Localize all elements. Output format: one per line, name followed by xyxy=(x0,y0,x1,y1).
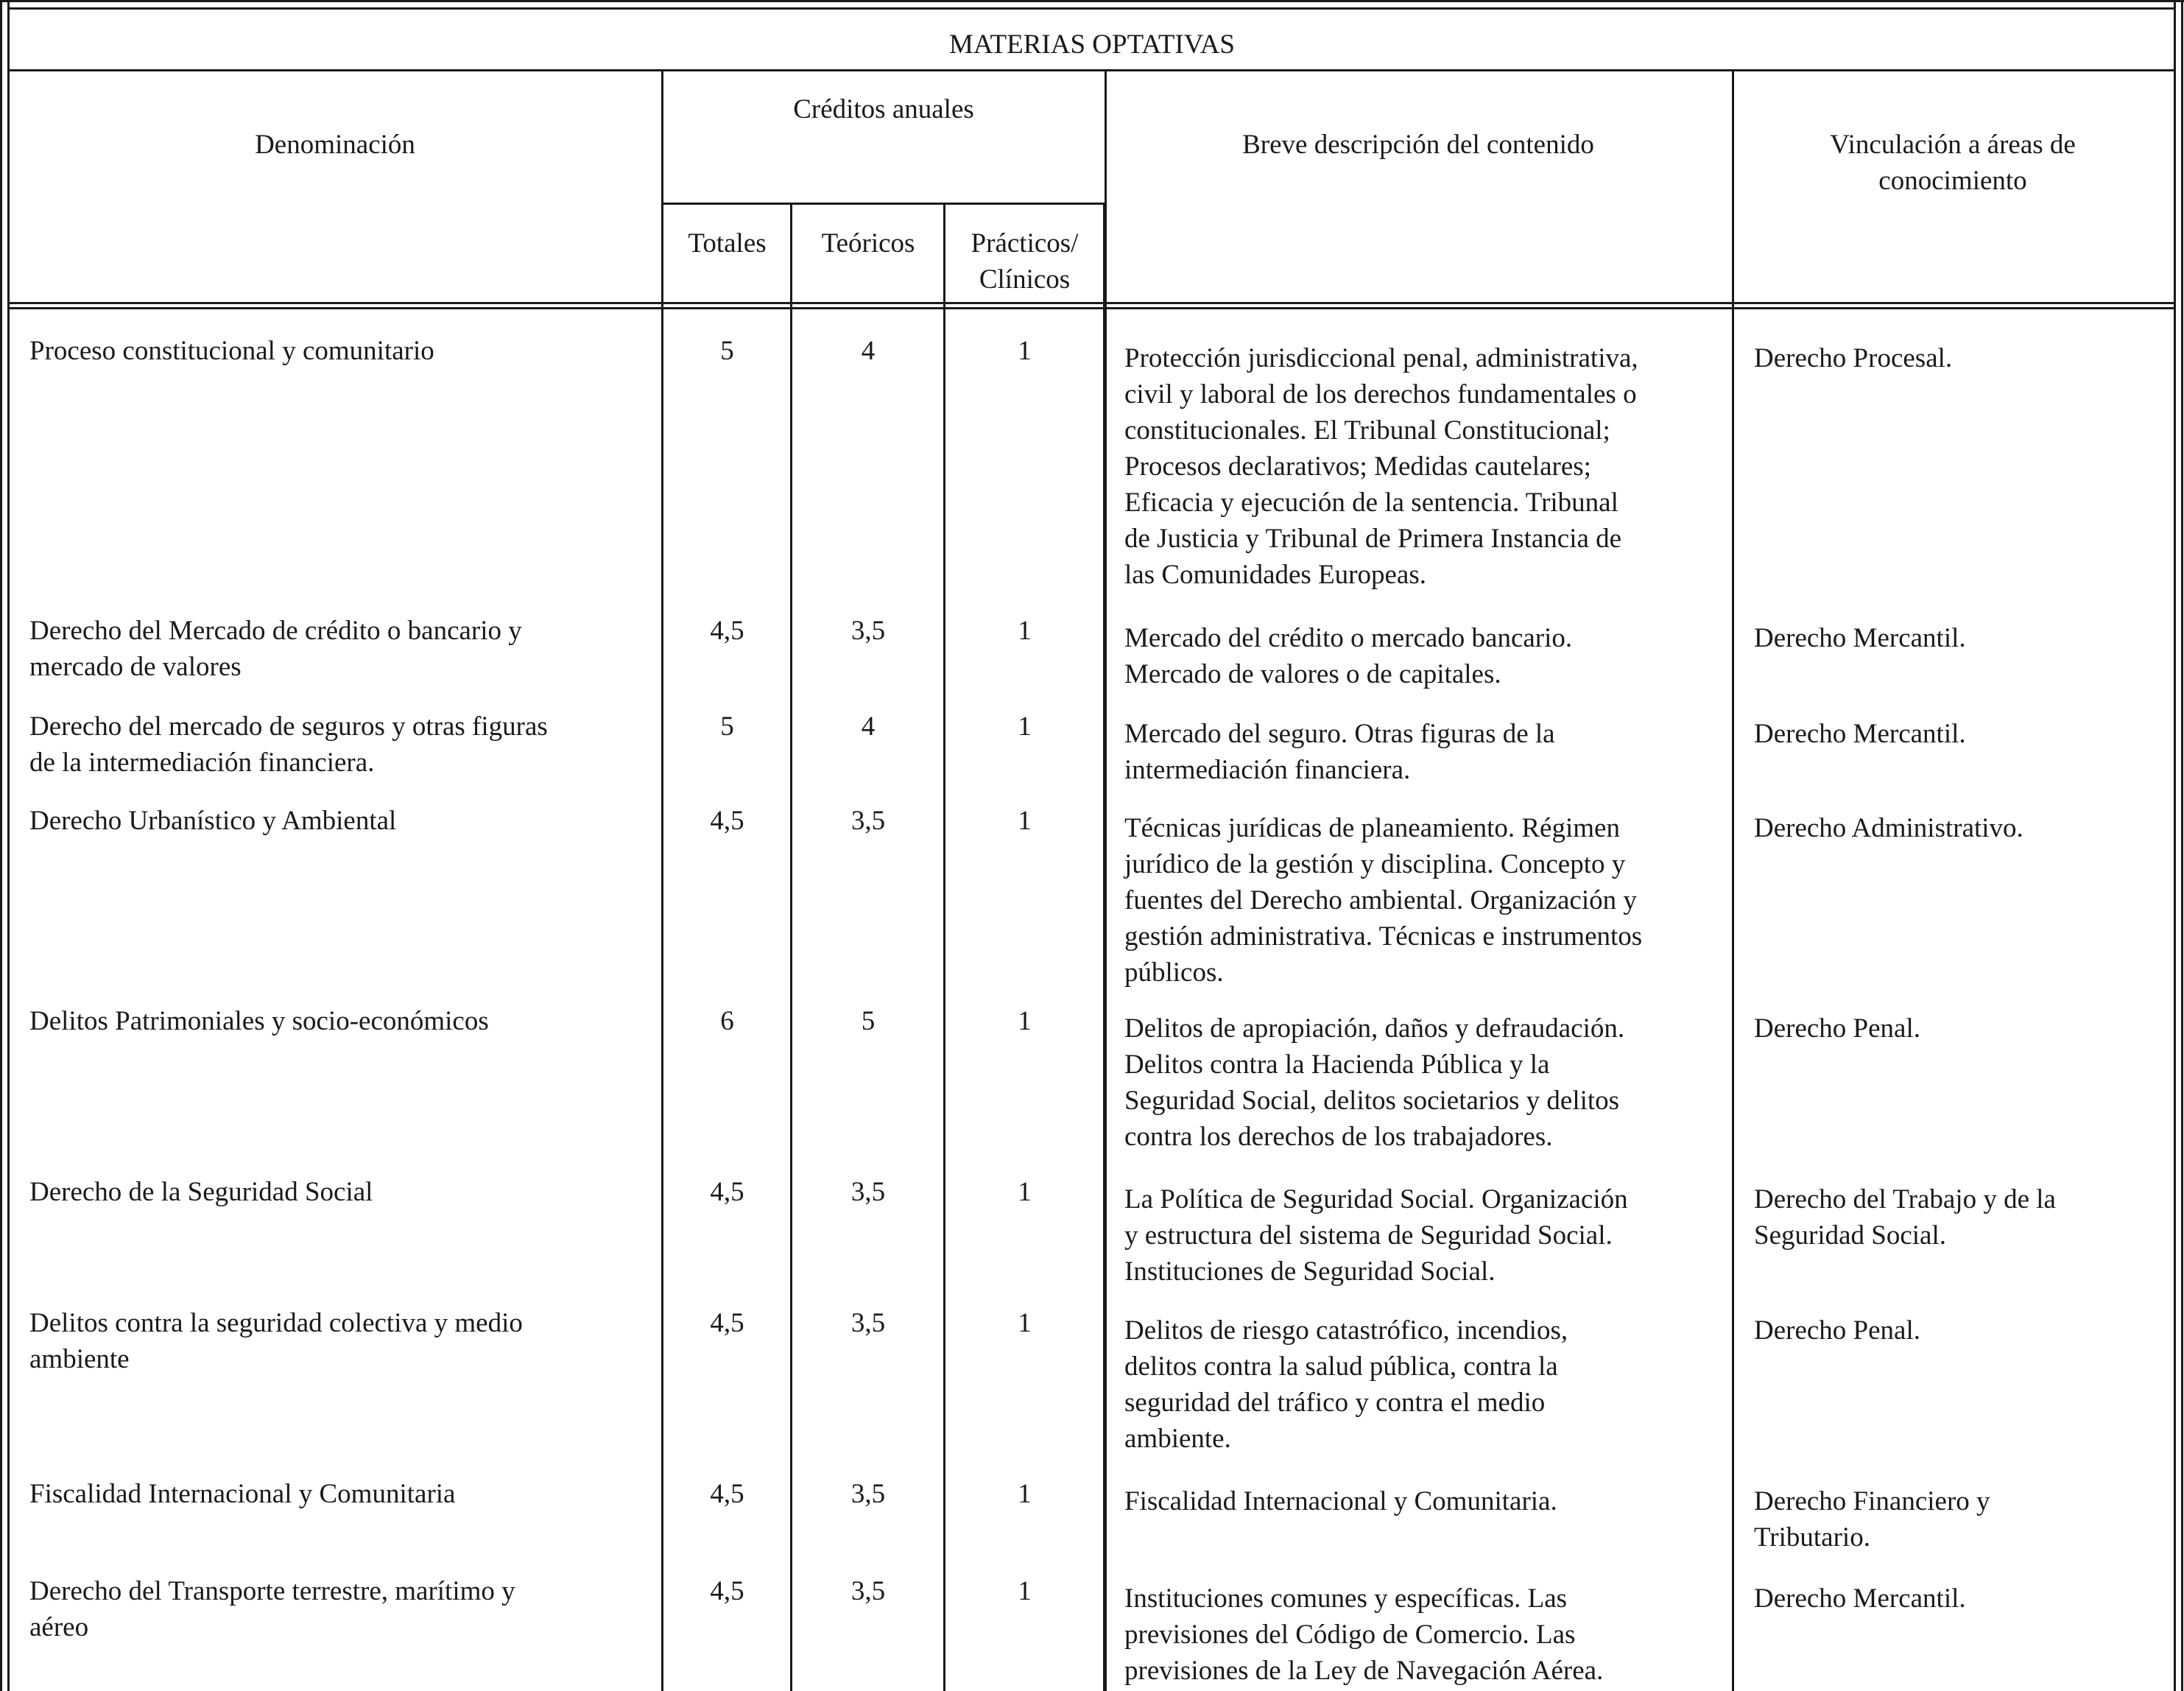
frame-top-inner xyxy=(7,7,2176,10)
frame-top-outer xyxy=(0,0,2184,2)
row-descripcion: las Comunidades Europeas. xyxy=(1124,560,1426,590)
row-descripcion: Instituciones comunes y específicas. Las xyxy=(1124,1583,1568,1614)
row-vinculacion: Derecho Financiero y xyxy=(1754,1486,1990,1516)
row-vinculacion: Derecho del Trabajo y de la xyxy=(1754,1184,2056,1214)
frame-left-outer xyxy=(0,0,2,1691)
title-divider xyxy=(7,69,2176,71)
row-teoricos: 3,5 xyxy=(850,616,886,646)
row-denominacion: mercado de valores xyxy=(29,652,242,682)
row-totales: 5 xyxy=(720,711,734,742)
header-totales: Totales xyxy=(688,228,767,259)
row-descripcion: Protección jurisdiccional penal, administrativa, xyxy=(1124,343,1638,373)
row-vinculacion: Derecho Mercantil. xyxy=(1754,719,1966,749)
row-totales: 4,5 xyxy=(710,616,744,646)
row-denominacion: Proceso constitucional y comunitario xyxy=(29,336,434,366)
row-teoricos: 3,5 xyxy=(850,1177,886,1207)
row-descripcion: delitos contra la salud pública, contra la xyxy=(1124,1351,1558,1382)
row-totales: 4,5 xyxy=(710,1308,744,1338)
row-denominacion: Derecho del Mercado de crédito o bancario y xyxy=(29,616,522,646)
row-vinculacion: Derecho Administrativo. xyxy=(1754,813,2023,843)
row-descripcion: Mercado de valores o de capitales. xyxy=(1124,659,1501,689)
row-descripcion: ambiente. xyxy=(1124,1424,1231,1454)
row-descripcion: Delitos de apropiación, daños y defraudación. xyxy=(1124,1013,1625,1044)
row-denominacion: ambiente xyxy=(29,1344,130,1374)
row-teoricos: 4 xyxy=(861,711,876,742)
row-totales: 6 xyxy=(720,1006,734,1036)
row-descripcion: intermediación financiera. xyxy=(1124,755,1411,785)
row-descripcion: Seguridad Social, delitos societarios y delitos xyxy=(1124,1086,1620,1116)
header-descripcion: Breve descripción del contenido xyxy=(1242,130,1594,160)
header-divider-1 xyxy=(7,302,2176,304)
row-teoricos: 5 xyxy=(861,1006,876,1036)
row-totales: 4,5 xyxy=(710,806,744,836)
row-teoricos: 3,5 xyxy=(850,1576,886,1606)
row-descripcion: Procesos declarativos; Medidas cautelares; xyxy=(1124,451,1591,482)
row-teoricos: 3,5 xyxy=(850,1479,886,1509)
row-vinculacion: Derecho Procesal. xyxy=(1754,343,1953,373)
row-descripcion: jurídico de la gestión y disciplina. Concepto y xyxy=(1124,849,1626,879)
row-practicos: 1 xyxy=(1018,1479,1032,1509)
row-vinculacion: Derecho Mercantil. xyxy=(1754,1583,1966,1614)
row-descripcion: y estructura del sistema de Seguridad Social. xyxy=(1124,1220,1613,1251)
header-divider-2 xyxy=(7,307,2176,309)
header-teoricos: Teóricos xyxy=(821,228,915,259)
row-denominacion: aéreo xyxy=(29,1612,89,1642)
row-practicos: 1 xyxy=(1018,616,1032,646)
row-practicos: 1 xyxy=(1018,336,1032,366)
row-descripcion: civil y laboral de los derechos fundamentales o xyxy=(1124,379,1637,409)
row-vinculacion: Derecho Mercantil. xyxy=(1754,623,1966,653)
row-descripcion: fuentes del Derecho ambiental. Organización y xyxy=(1124,885,1637,915)
frame-right-outer xyxy=(2181,0,2183,1691)
row-descripcion: Delitos de riesgo catastrófico, incendios, xyxy=(1124,1315,1568,1346)
row-teoricos: 3,5 xyxy=(850,806,886,836)
row-descripcion: Delitos contra la Hacienda Pública y la xyxy=(1124,1050,1550,1080)
row-descripcion: públicos. xyxy=(1124,957,1224,988)
row-descripcion: seguridad del tráfico y contra el medio xyxy=(1124,1388,1546,1418)
row-denominacion: Derecho Urbanístico y Ambiental xyxy=(29,806,397,836)
row-vinculacion: Seguridad Social. xyxy=(1754,1220,1947,1251)
row-denominacion: Derecho de la Seguridad Social xyxy=(29,1177,373,1207)
header-practicos-2: Clínicos xyxy=(979,264,1071,295)
header-practicos-1: Prácticos/ xyxy=(971,228,1079,259)
column-divider-3 xyxy=(943,203,945,1691)
row-descripcion: previsiones del Código de Comercio. Las xyxy=(1124,1620,1576,1650)
header-denominacion: Denominación xyxy=(255,130,415,160)
row-totales: 4,5 xyxy=(710,1177,744,1207)
row-descripcion: contra los derechos de los trabajadores. xyxy=(1124,1122,1553,1152)
row-vinculacion: Derecho Penal. xyxy=(1754,1315,1921,1346)
row-practicos: 1 xyxy=(1018,806,1032,836)
row-descripcion: Mercado del crédito o mercado bancario. xyxy=(1124,623,1573,653)
row-totales: 4,5 xyxy=(710,1479,744,1509)
row-totales: 4,5 xyxy=(710,1576,744,1606)
row-descripcion: de Justicia y Tribunal de Primera Instancia de xyxy=(1124,524,1622,554)
row-teoricos: 4 xyxy=(861,336,876,366)
row-descripcion: Eficacia y ejecución de la sentencia. Tribunal xyxy=(1124,488,1618,518)
row-descripcion: Fiscalidad Internacional y Comunitaria. xyxy=(1124,1486,1557,1516)
row-practicos: 1 xyxy=(1018,1177,1032,1207)
column-divider-2 xyxy=(790,203,792,1691)
row-totales: 5 xyxy=(720,336,734,366)
row-descripcion: La Política de Seguridad Social. Organización xyxy=(1124,1184,1628,1214)
column-divider-4 xyxy=(1103,203,1105,1691)
row-vinculacion: Tributario. xyxy=(1754,1522,1870,1553)
row-descripcion: gestión administrativa. Técnicas e instrumentos xyxy=(1124,921,1643,952)
row-denominacion: de la intermediación financiera. xyxy=(29,748,375,778)
row-descripcion: previsiones de la Ley de Navegación Aérea. xyxy=(1124,1656,1604,1686)
row-vinculacion: Derecho Penal. xyxy=(1754,1013,1921,1044)
column-divider-6 xyxy=(1732,69,1734,1691)
table-title: MATERIAS OPTATIVAS xyxy=(949,29,1235,60)
creditos-divider xyxy=(663,203,1105,205)
header-creditos-anuales: Créditos anuales xyxy=(793,94,974,124)
row-practicos: 1 xyxy=(1018,711,1032,742)
header-vinculacion-2: conocimiento xyxy=(1878,166,2027,196)
row-denominacion: Delitos contra la seguridad colectiva y medio xyxy=(29,1308,523,1338)
row-practicos: 1 xyxy=(1018,1006,1032,1036)
row-denominacion: Delitos Patrimoniales y socio-económicos xyxy=(29,1006,489,1036)
row-denominacion: Derecho del Transporte terrestre, marítimo y xyxy=(29,1576,515,1606)
row-descripcion: Técnicas jurídicas de planeamiento. Régimen xyxy=(1124,813,1620,843)
row-denominacion: Derecho del mercado de seguros y otras figuras xyxy=(29,711,548,742)
row-practicos: 1 xyxy=(1018,1308,1032,1338)
row-descripcion: Instituciones de Seguridad Social. xyxy=(1124,1256,1496,1287)
column-divider-1 xyxy=(661,69,663,1691)
row-descripcion: constitucionales. El Tribunal Constitucional; xyxy=(1124,415,1610,446)
row-descripcion: Mercado del seguro. Otras figuras de la xyxy=(1124,719,1555,749)
row-practicos: 1 xyxy=(1018,1576,1032,1606)
header-vinculacion-1: Vinculación a áreas de xyxy=(1830,130,2076,160)
frame-left-inner xyxy=(7,0,10,1691)
frame-right-inner xyxy=(2174,0,2176,1691)
row-denominacion: Fiscalidad Internacional y Comunitaria xyxy=(29,1479,456,1509)
row-teoricos: 3,5 xyxy=(850,1308,886,1338)
